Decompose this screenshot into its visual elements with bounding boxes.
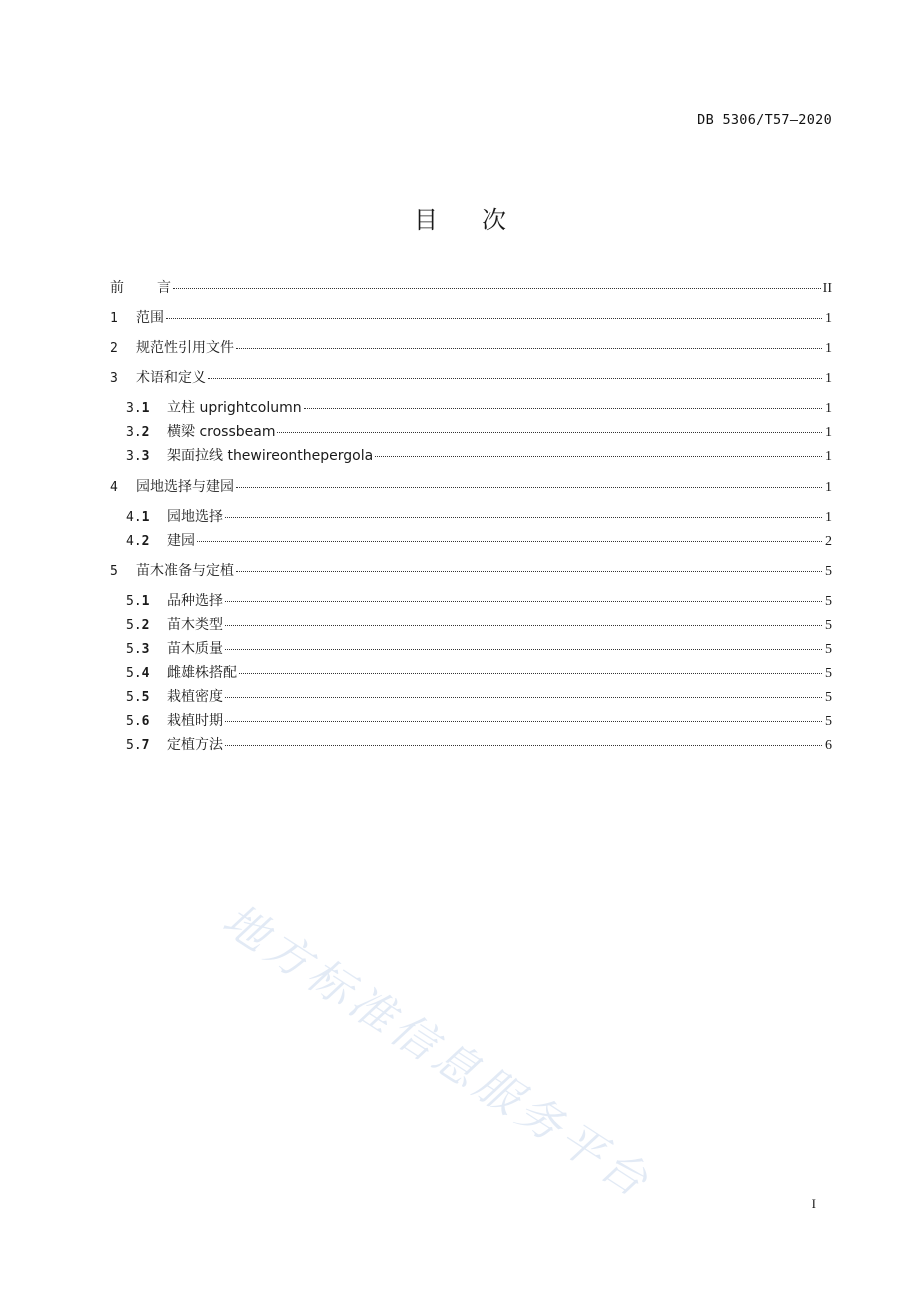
toc-entry-label: 范围 xyxy=(136,310,164,326)
page-number: I xyxy=(811,1196,816,1211)
toc-leader-dots xyxy=(173,287,821,289)
toc-entry-number: 4 xyxy=(110,480,118,495)
toc-entry[interactable] xyxy=(126,615,832,635)
toc-entry-page: 5 xyxy=(825,690,832,705)
toc-entry-label: 雌雄株搭配 xyxy=(167,665,237,681)
watermark: 地方标准信息服务平台 xyxy=(213,894,661,1210)
toc-entry-page: 5 xyxy=(825,564,832,579)
toc-leader-dots xyxy=(208,377,822,379)
toc-entry[interactable] xyxy=(126,591,832,611)
toc-leader-dots xyxy=(225,744,822,746)
toc-leader-dots xyxy=(236,347,822,349)
toc-entry-number: 3.1 xyxy=(126,401,150,416)
toc-entry-page: 5 xyxy=(825,666,832,681)
toc-entry[interactable] xyxy=(110,477,832,497)
toc-entry-label: 立柱 uprightcolumn xyxy=(167,400,302,416)
toc-entry-page: 5 xyxy=(825,594,832,609)
toc-entry-label: 术语和定义 xyxy=(136,370,206,386)
toc-entry-label: 园地选择与建园 xyxy=(136,479,234,495)
toc-entry-number: 3.2 xyxy=(126,425,150,440)
toc-entry-label: 规范性引用文件 xyxy=(136,340,234,356)
toc-entry-number: 5.3 xyxy=(126,642,150,657)
toc-entry[interactable] xyxy=(110,308,832,328)
toc-leader-dots xyxy=(197,540,822,542)
toc-entry-number: 5 xyxy=(110,564,118,579)
toc-entry[interactable] xyxy=(126,663,832,683)
toc-entry-page: 5 xyxy=(825,618,832,633)
toc-leader-dots xyxy=(236,486,822,488)
toc-entry-label: 横梁 crossbeam xyxy=(167,424,276,440)
toc-title xyxy=(0,200,920,235)
toc-entry[interactable] xyxy=(126,639,832,659)
toc-entry-label: 苗木准备与定植 xyxy=(136,563,234,579)
toc-entry[interactable] xyxy=(126,446,832,466)
toc-entry[interactable] xyxy=(110,368,832,388)
toc-entry-label: 定植方法 xyxy=(167,737,223,753)
toc-entry-page: 5 xyxy=(825,642,832,657)
document-code: DB 5306/T57—2020 xyxy=(697,112,832,128)
toc-entry-page: 1 xyxy=(825,341,832,356)
toc-title-char-2: 次 xyxy=(482,206,506,234)
toc-entry-number: 4.2 xyxy=(126,534,150,549)
toc-entry-number: 5.1 xyxy=(126,594,150,609)
toc-entry-page: 6 xyxy=(825,738,832,753)
toc-entry-page: 5 xyxy=(825,714,832,729)
toc-entry-label: 言 xyxy=(157,280,171,296)
toc-entry-number: 3.3 xyxy=(126,449,150,464)
toc-entry-number: 5.7 xyxy=(126,738,150,753)
toc-entry[interactable] xyxy=(126,507,832,527)
toc-entry-page: 1 xyxy=(825,311,832,326)
toc-entry[interactable] xyxy=(126,422,832,442)
toc-entry-page: 1 xyxy=(825,449,832,464)
toc-leader-dots xyxy=(375,455,822,457)
toc-entry-label: 苗木类型 xyxy=(167,617,223,633)
toc-entry-label: 苗木质量 xyxy=(167,641,223,657)
toc-leader-dots xyxy=(239,672,822,674)
toc-entry-label: 建园 xyxy=(167,533,195,549)
toc-leader-dots xyxy=(225,720,822,722)
toc-leader-dots xyxy=(304,407,822,409)
toc-entry-page: 1 xyxy=(825,480,832,495)
toc-leader-dots xyxy=(166,317,822,319)
toc-entry-label: 园地选择 xyxy=(167,509,223,525)
toc-entry-number: 4.1 xyxy=(126,510,150,525)
toc-entry-number: 5.5 xyxy=(126,690,150,705)
toc-leader-dots xyxy=(225,600,822,602)
toc-entry-label: 架面拉线 thewireonthepergola xyxy=(167,448,374,464)
toc-entry-number: 2 xyxy=(110,341,118,356)
toc-entry-page: 1 xyxy=(825,510,832,525)
toc-entry-page: 1 xyxy=(825,401,832,416)
toc-entry-label: 品种选择 xyxy=(167,593,223,609)
toc-title-char-1: 目 xyxy=(414,206,438,234)
toc-entry-number: 3 xyxy=(110,371,118,386)
toc-entry-number: 1 xyxy=(110,311,118,326)
toc-entry[interactable] xyxy=(110,561,832,581)
toc-leader-dots xyxy=(225,624,822,626)
toc-entry-number: 5.2 xyxy=(126,618,150,633)
toc-entry[interactable] xyxy=(126,687,832,707)
toc-entry-page: 1 xyxy=(825,425,832,440)
toc-entry[interactable] xyxy=(126,531,832,551)
toc-entry-page: 2 xyxy=(825,534,832,549)
toc-leader-dots xyxy=(236,570,822,572)
toc-entry-label: 栽植时期 xyxy=(167,713,223,729)
toc-entry-label: 栽植密度 xyxy=(167,689,223,705)
toc-leader-dots xyxy=(225,696,822,698)
toc-leader-dots xyxy=(277,431,822,433)
toc-entry[interactable] xyxy=(110,278,832,298)
toc-entry-page: 1 xyxy=(825,371,832,386)
toc-entry-number: 前 xyxy=(110,280,124,296)
toc-entry-page: II xyxy=(822,281,832,296)
toc-leader-dots xyxy=(225,516,822,518)
toc-entry[interactable] xyxy=(126,735,832,755)
toc-entry[interactable] xyxy=(110,338,832,358)
toc-leader-dots xyxy=(225,648,822,650)
toc-entry[interactable] xyxy=(126,711,832,731)
toc-entry[interactable] xyxy=(126,398,832,418)
toc-entry-number: 5.4 xyxy=(126,666,150,681)
toc-entry-number: 5.6 xyxy=(126,714,150,729)
